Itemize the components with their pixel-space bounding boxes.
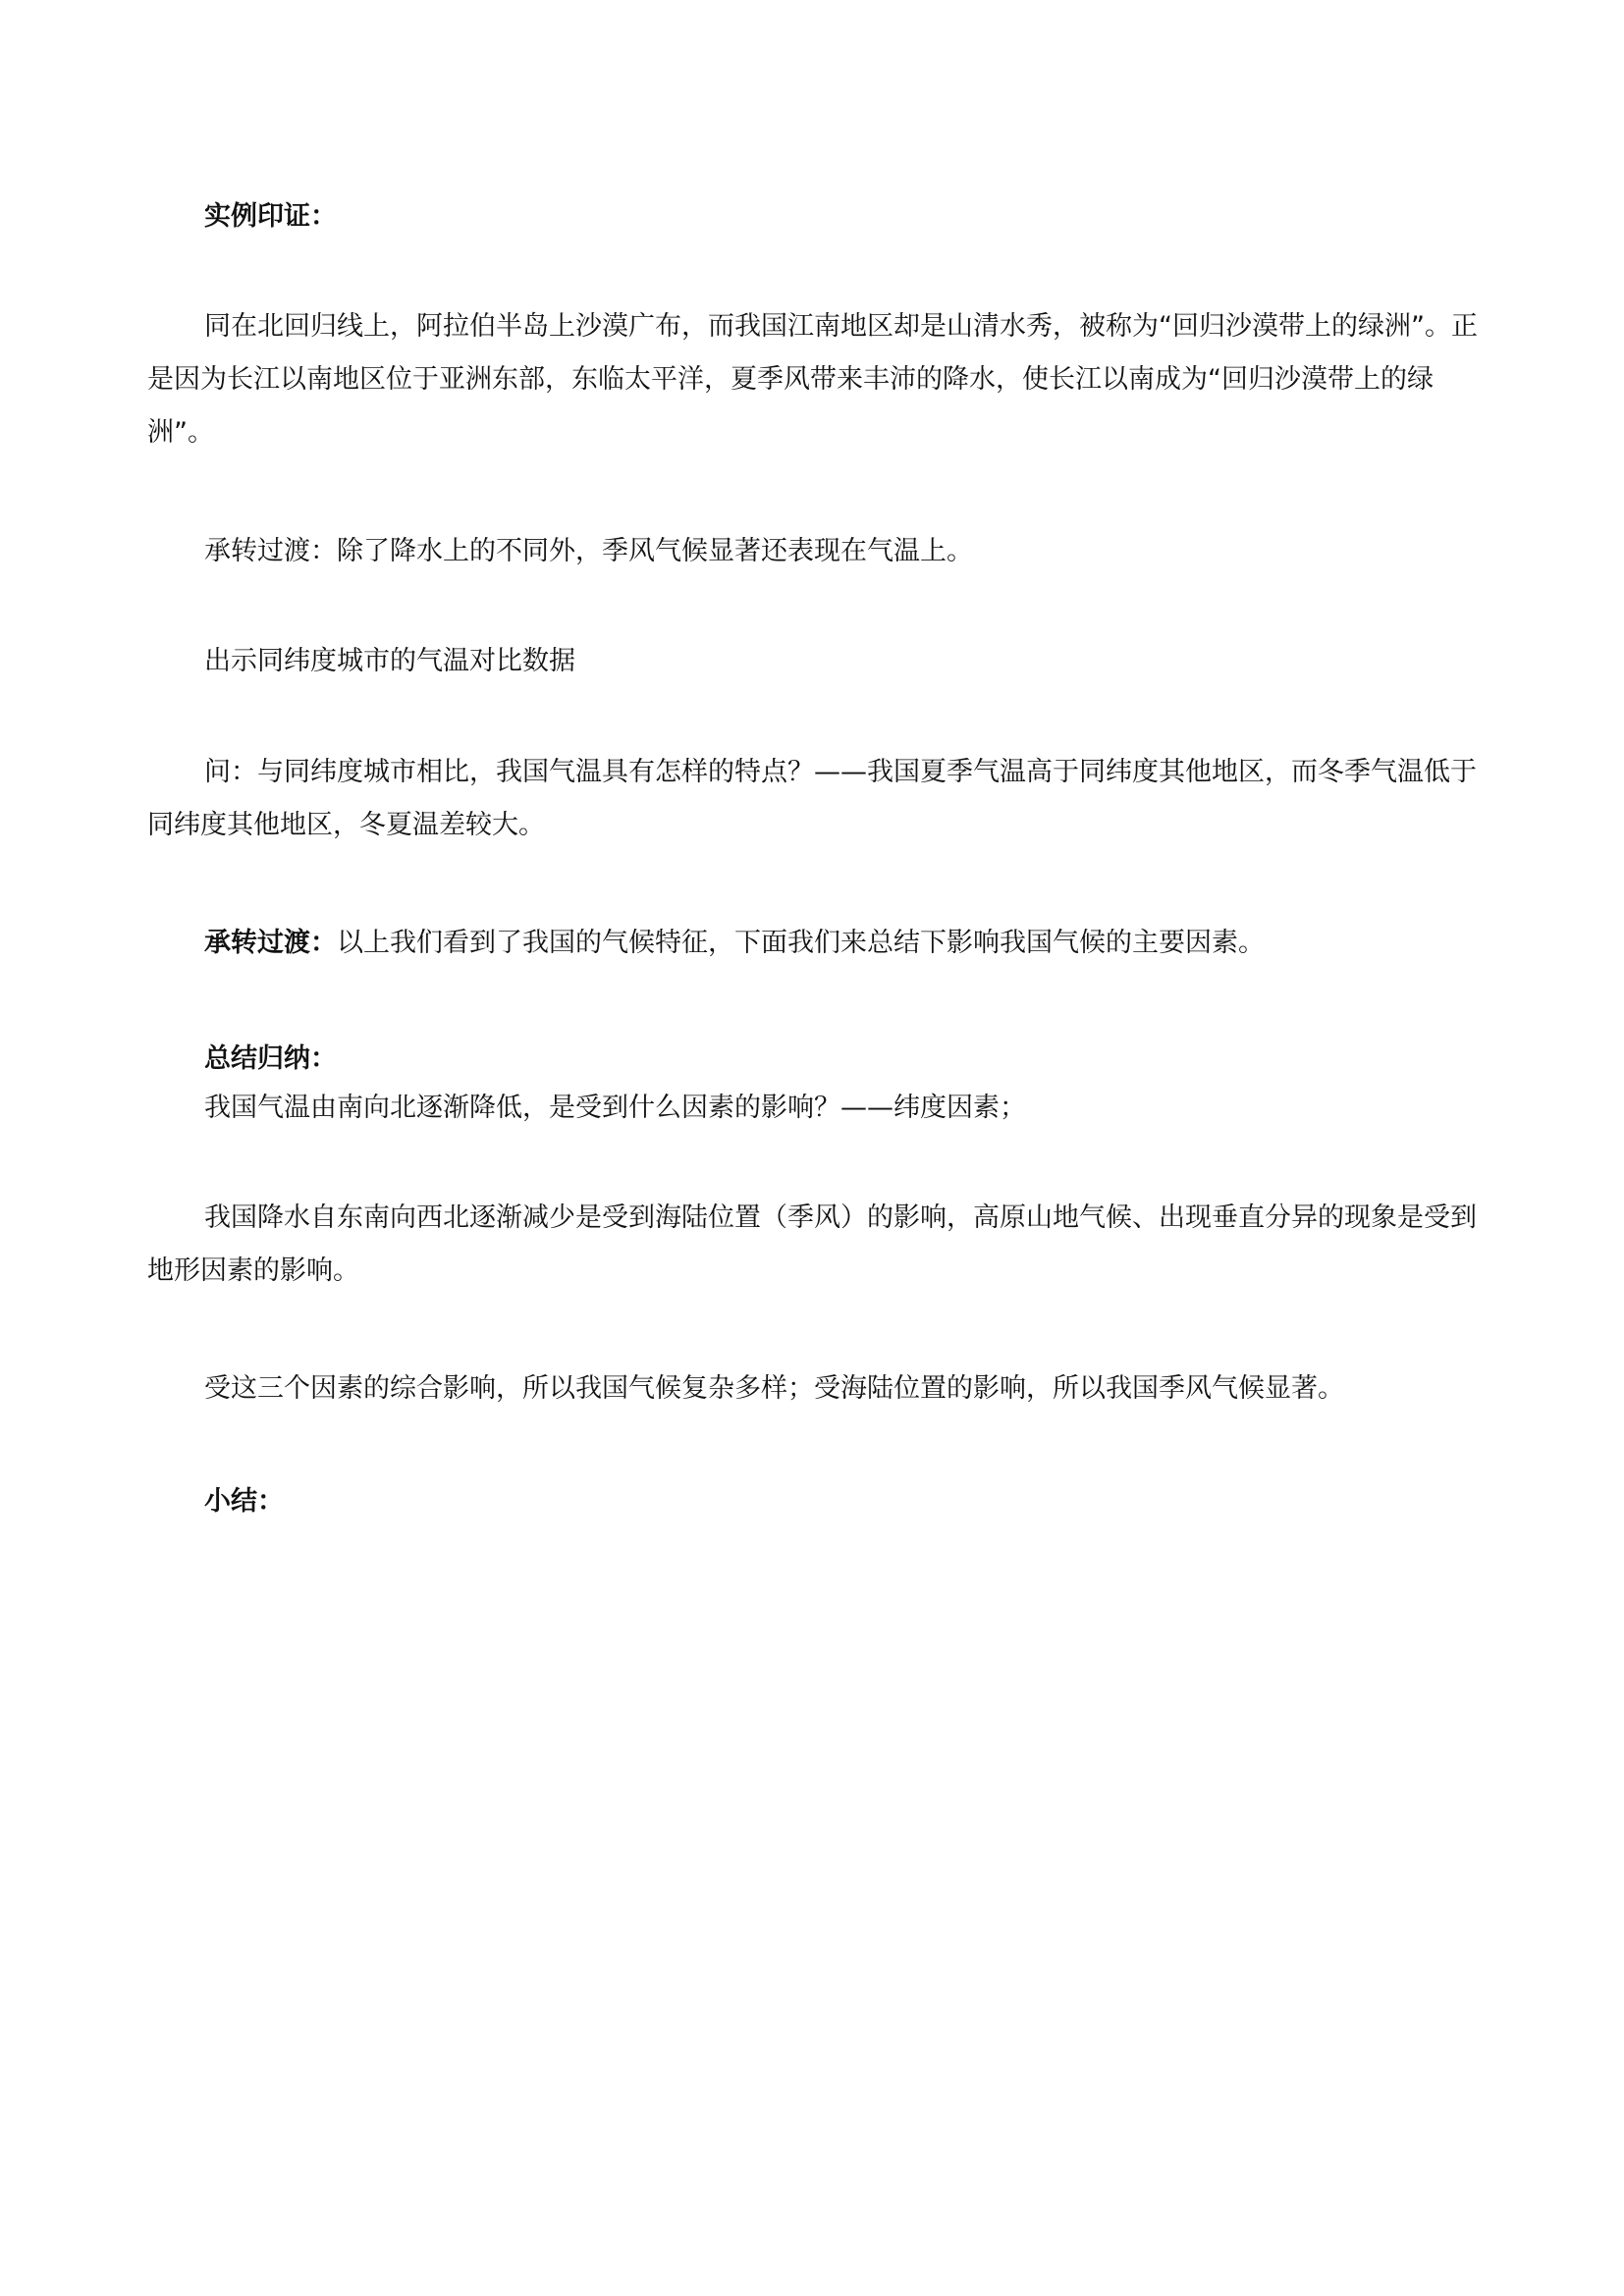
transition-2-text: 以上我们看到了我国的气候特征，下面我们来总结下影响我国气候的主要因素。: [337, 928, 1265, 958]
summary-line-1: 我国气温由南向北逐渐降低，是受到什么因素的影响？——纬度因素；: [204, 1093, 1026, 1123]
transition-paragraph-2: [147, 918, 1483, 969]
example-paragraph: 同在北回归线上，阿拉伯半岛上沙漠广布，而我国江南地区却是山清水秀，被称为“回归沙漠带上的绿洲”。正是因为长江以南地区位于亚洲东部，东临太平洋，夏季风带来丰沛的降水，使长江以南成为“回归沙漠带上的绿洲”。: [147, 311, 1478, 448]
transition-2-label: 承转过渡：: [204, 928, 337, 958]
example-heading: 实例印证：: [204, 201, 337, 232]
conclusion-heading: 小结：: [204, 1486, 284, 1517]
show-data-paragraph: 出示同纬度城市的气温对比数据: [204, 646, 575, 676]
question-paragraph: 问：与同纬度城市相比，我国气温具有怎样的特点？——我国夏季气温高于同纬度其他地区，而冬季气温低于同纬度其他地区，冬夏温差较大。: [147, 757, 1477, 840]
summary-line-2: 我国降水自东南向西北逐渐减少是受到海陆位置（季风）的影响，高原山地气候、出现垂直分异的现象是受到地形因素的影响。: [147, 1202, 1477, 1286]
summary-heading: 总结归纳：: [204, 1043, 337, 1074]
summary-line-3: 受这三个因素的综合影响，所以我国气候复杂多样；受海陆位置的影响，所以我国季风气候显著。: [204, 1373, 1344, 1404]
transition-paragraph-1: 承转过渡：除了降水上的不同外，季风气候显著还表现在气温上。: [204, 536, 973, 566]
